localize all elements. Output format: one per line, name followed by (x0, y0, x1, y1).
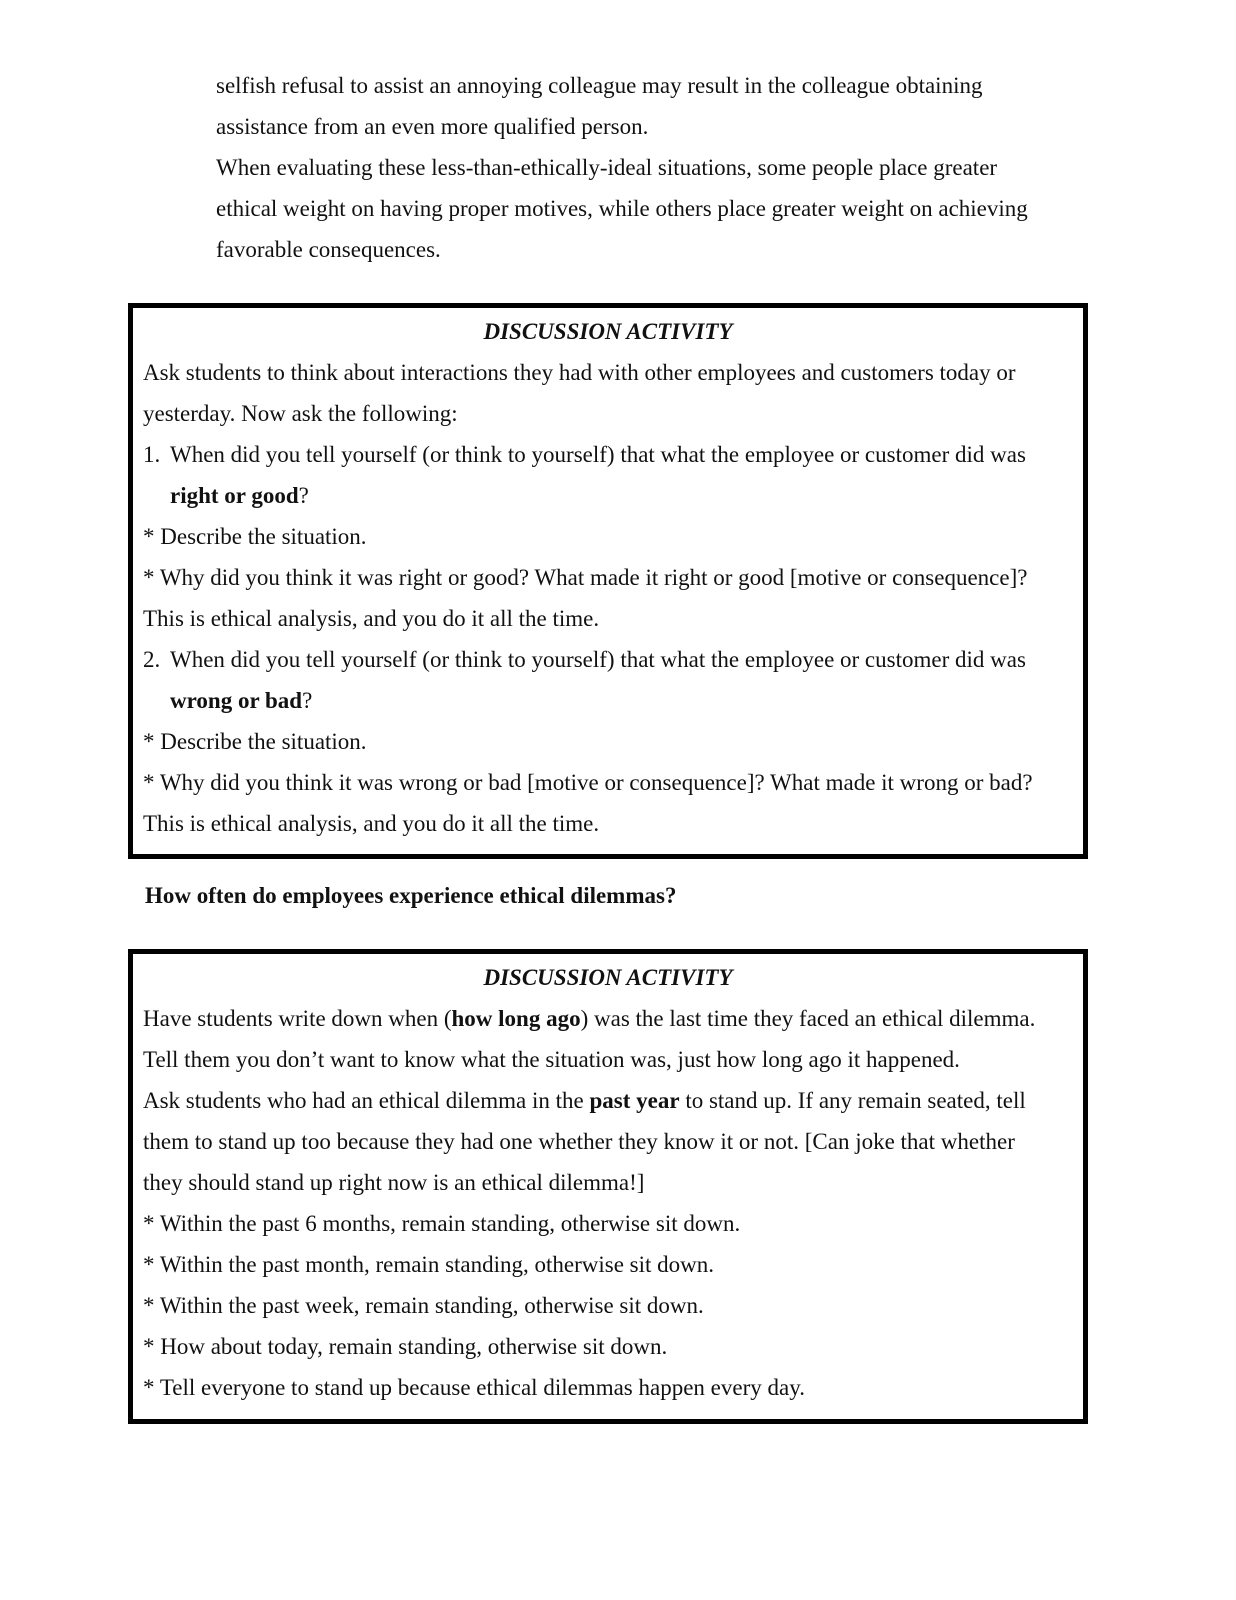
box2-title: DISCUSSION ACTIVITY (483, 965, 733, 990)
box2-bullet-3: * Within the past week, remain standing, otherwise sit down. (143, 1293, 704, 1318)
question-2-emphasis: wrong or bad (170, 688, 303, 713)
intro-line-5: favorable consequences. (216, 237, 441, 262)
question-2-end: ? (302, 688, 313, 713)
box2-bullet-2: * Within the past month, remain standing, otherwise sit down. (143, 1252, 715, 1277)
box1-question-1-cont (170, 481, 309, 511)
box2-line-1-end: ) was the last time they faced an ethical dilemma. (580, 1006, 1036, 1031)
box1-title: DISCUSSION ACTIVITY (483, 319, 733, 344)
box1-question-2 (143, 645, 1026, 675)
box1-line-1: Ask students to think about interactions they had with other employees and customers today or (143, 360, 1016, 385)
box2-line-5: they should stand up right now is an ethical dilemma!] (143, 1170, 645, 1195)
box1-question-2-cont (170, 686, 312, 716)
box1-q1-bullet-1: * Describe the situation. (143, 524, 367, 549)
box2-line-1-emphasis: how long ago (451, 1006, 581, 1031)
box1-q2-bullet-2: * Why did you think it was wrong or bad [motive or consequence]? What made it wrong or bad? (143, 770, 1033, 795)
intro-line-2: assistance from an even more qualified person. (216, 114, 649, 139)
box2-line-3 (143, 1086, 1026, 1116)
discussion-activity-box-2 (128, 949, 1088, 1424)
intro-line-4: ethical weight on having proper motives, while others place greater weight on achieving (216, 196, 1028, 221)
question-1-emphasis: right or good (170, 483, 299, 508)
section-heading: How often do employees experience ethical dilemmas? (145, 883, 677, 908)
box2-line-2: Tell them you don’t want to know what the situation was, just how long ago it happened. (143, 1047, 960, 1072)
question-1-end: ? (298, 483, 309, 508)
box2-line-1-start: Have students write down when ( (143, 1006, 452, 1031)
box1-line-2: yesterday. Now ask the following: (143, 401, 458, 426)
box2-bullet-1: * Within the past 6 months, remain standing, otherwise sit down. (143, 1211, 741, 1236)
box1-question-1 (143, 440, 1026, 470)
box1-q1-bullet-2: * Why did you think it was right or good? What made it right or good [motive or consequence]? (143, 565, 1028, 590)
box2-bullet-4: * How about today, remain standing, otherwise sit down. (143, 1334, 668, 1359)
question-1-number: 1. (143, 442, 161, 467)
box2-line-4: them to stand up too because they had one whether they know it or not. [Can joke that whether (143, 1129, 1015, 1154)
question-1-text: When did you tell yourself (or think to yourself) that what the employee or customer did was (170, 442, 1026, 467)
intro-line-3: When evaluating these less-than-ethically-ideal situations, some people place greater (216, 155, 998, 180)
box2-line-3-start: Ask students who had an ethical dilemma in the (143, 1088, 590, 1113)
intro-line-1: selfish refusal to assist an annoying colleague may result in the colleague obtaining (216, 73, 983, 98)
box1-q2-note: This is ethical analysis, and you do it all the time. (143, 811, 600, 836)
box2-bullet-5: * Tell everyone to stand up because ethical dilemmas happen every day. (143, 1375, 805, 1400)
question-2-text: When did you tell yourself (or think to yourself) that what the employee or customer did was (170, 647, 1026, 672)
discussion-activity-box-1 (128, 303, 1088, 859)
box1-q2-bullet-1: * Describe the situation. (143, 729, 367, 754)
question-2-number: 2. (143, 647, 161, 672)
box2-line-3-emphasis: past year (589, 1088, 680, 1113)
box1-q1-note: This is ethical analysis, and you do it all the time. (143, 606, 600, 631)
box2-line-1 (143, 1004, 1035, 1034)
box2-line-3-end: to stand up. If any remain seated, tell (679, 1088, 1026, 1113)
